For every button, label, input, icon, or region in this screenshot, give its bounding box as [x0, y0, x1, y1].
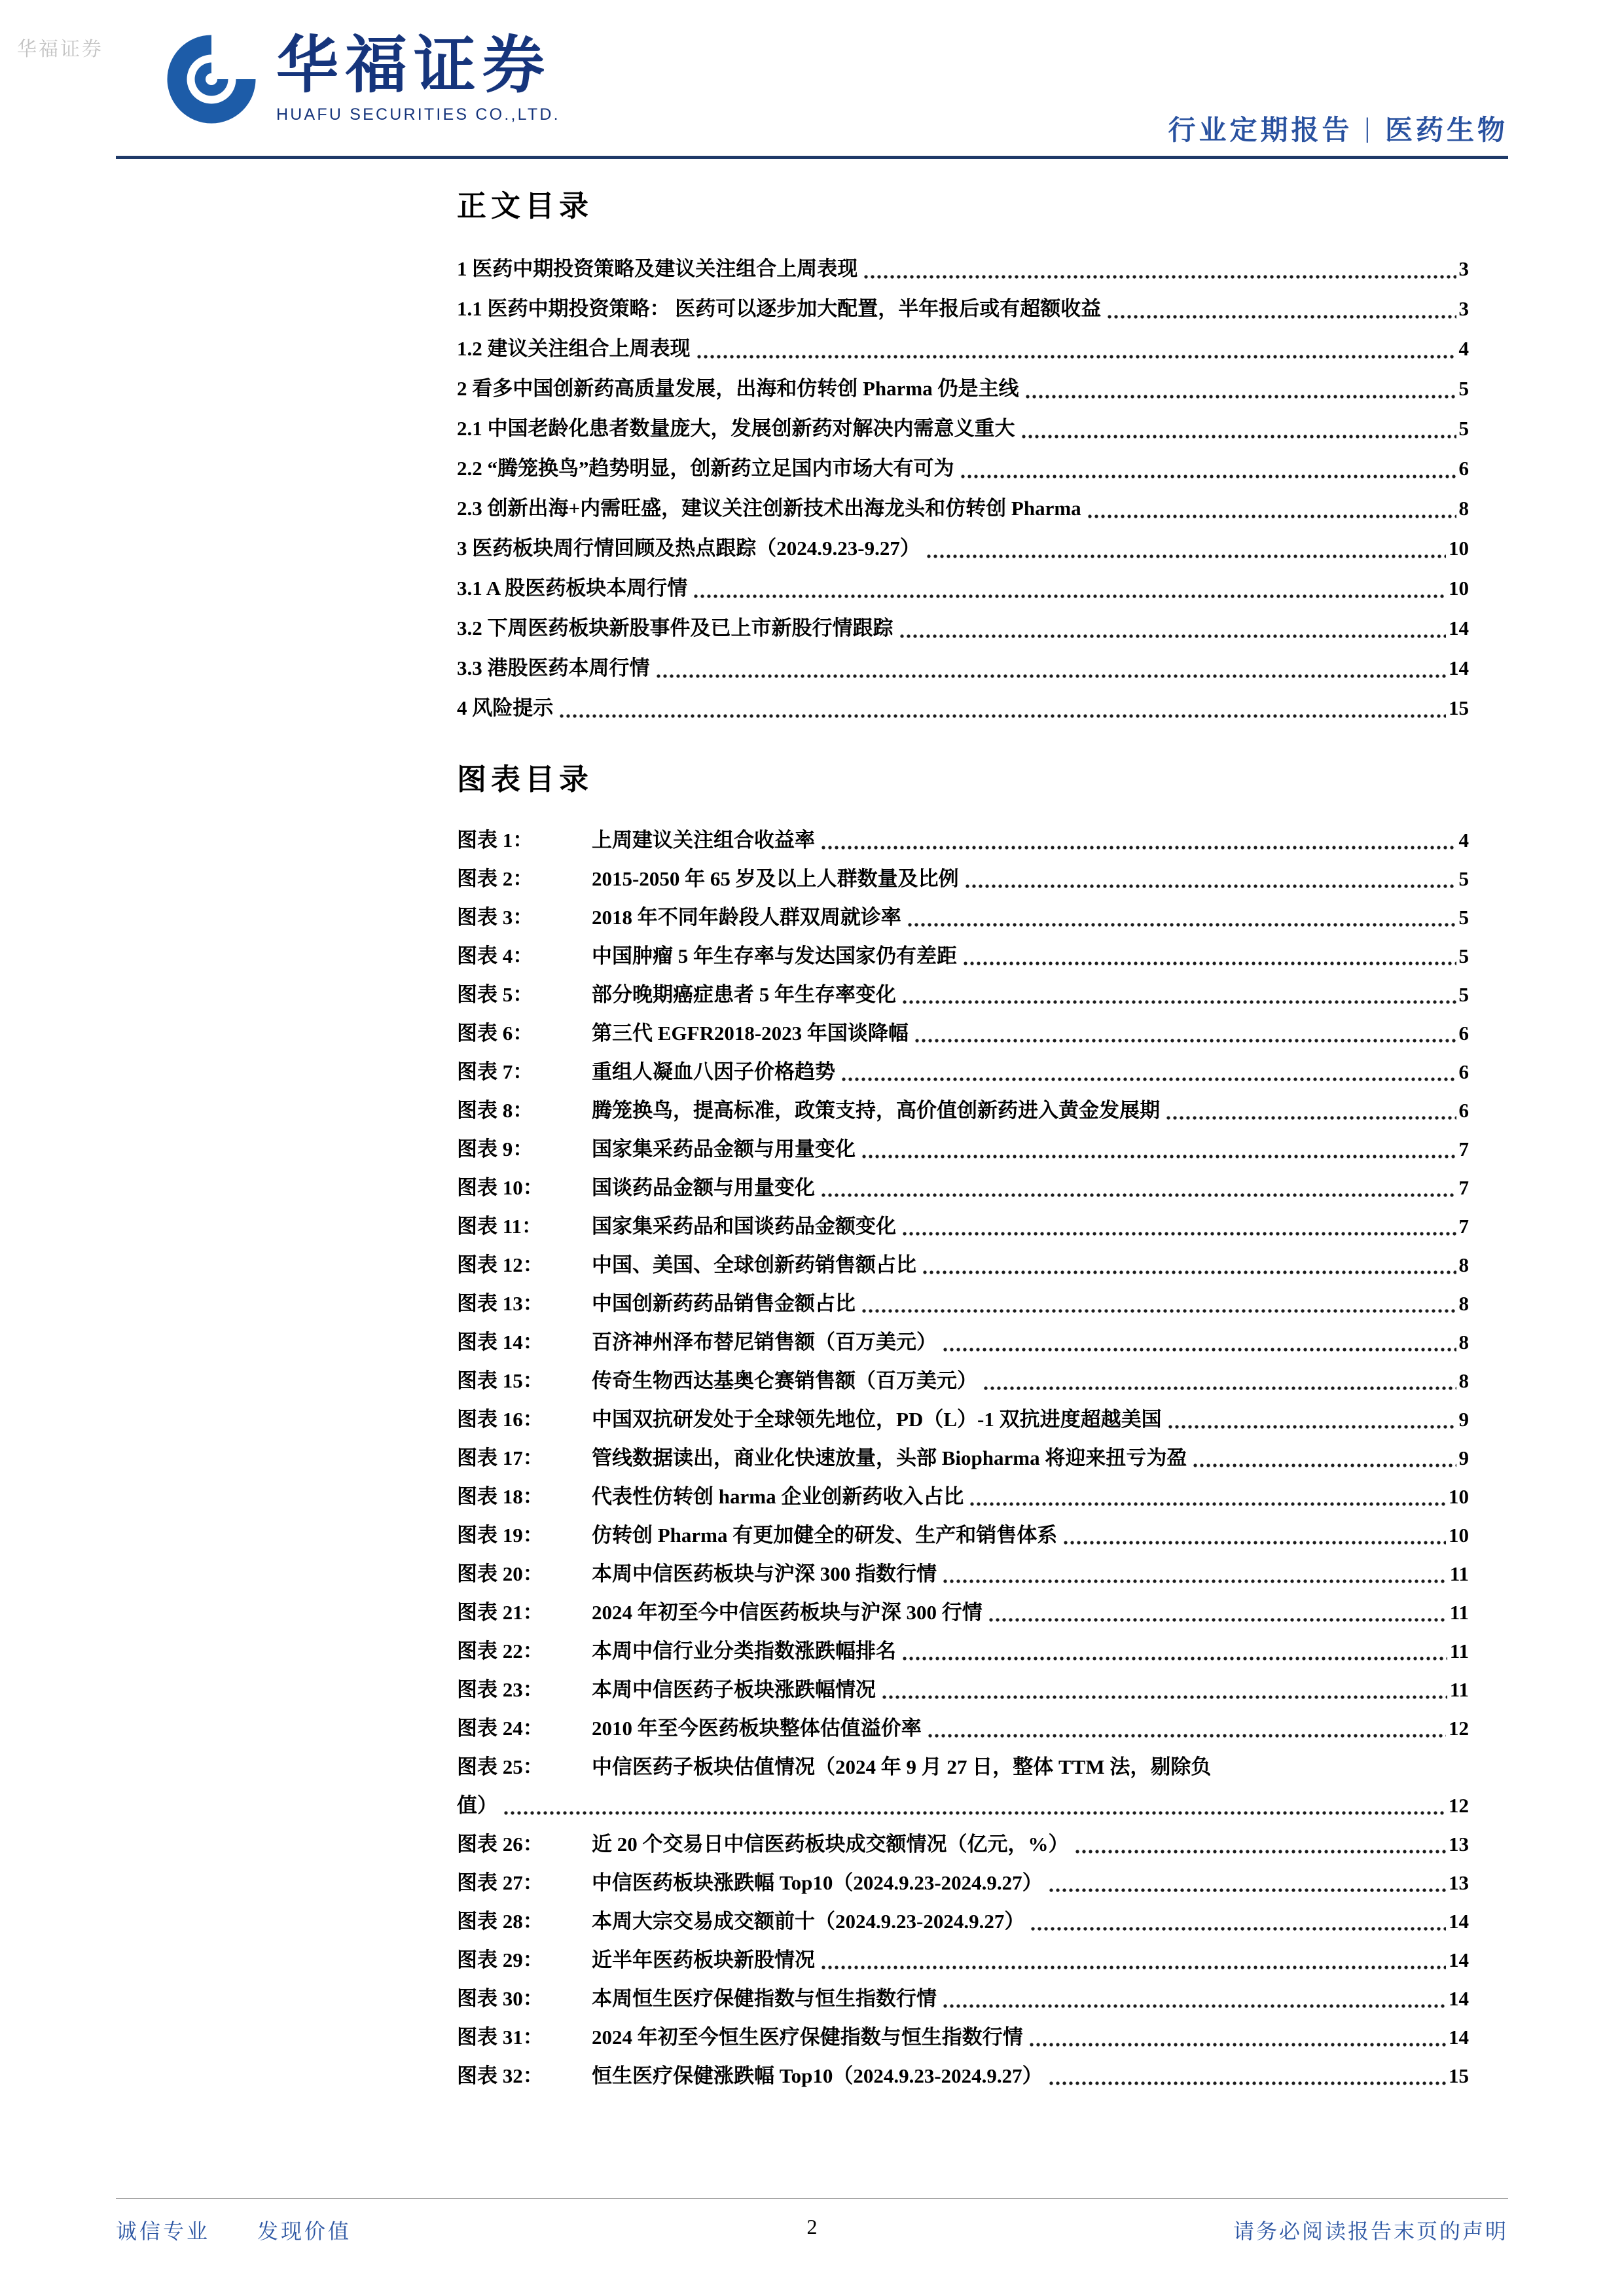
toc-entry[interactable] [457, 249, 1469, 289]
report-category-label: 医药生物 [1384, 116, 1508, 146]
entry-page-number: 14 [1449, 656, 1469, 679]
footer-rule [116, 2198, 1508, 2199]
toc-list [457, 249, 1469, 728]
header-rule [116, 156, 1508, 159]
figure-entry-label: 图表 17： [457, 1446, 543, 1469]
entry-title: 本周恒生医疗保健指数与恒生指数行情 [592, 1987, 937, 2010]
logo-text-block [276, 30, 560, 124]
entry-title: 中国、美国、全球创新药销售额占比 [592, 1253, 916, 1276]
entry-page-number: 7 [1458, 1138, 1469, 1160]
dot-leader [1020, 435, 1456, 439]
entry-title: 2010 年至今医药板块整体估值溢价率 [592, 1717, 922, 1740]
entry-page-number: 6 [1458, 457, 1469, 480]
entry-title: 1.2 建议关注组合上周表现 [457, 337, 691, 360]
entry-page-number: 5 [1458, 983, 1469, 1006]
report-meta [1168, 109, 1508, 148]
entry-page-number: 5 [1458, 417, 1469, 440]
toc-entry[interactable] [457, 648, 1469, 688]
entry-page-number: 9 [1458, 1408, 1469, 1431]
dot-leader [840, 1077, 1456, 1081]
figure-toc-entry[interactable] [457, 2056, 1469, 2095]
figure-toc-entry[interactable] [457, 1632, 1469, 1670]
figure-toc-entry-continuation[interactable] [457, 1786, 1469, 1825]
dot-leader [962, 961, 1456, 965]
toc-entry[interactable] [457, 608, 1469, 648]
dot-leader [914, 1039, 1456, 1043]
dot-leader [988, 1618, 1447, 1622]
entry-title: 代表性仿转创 harma 企业创新药收入占比 [592, 1485, 964, 1508]
entry-title: 第三代 EGFR2018-2023 年国谈降幅 [592, 1022, 909, 1045]
dot-leader [1048, 2081, 1446, 2085]
figure-toc-entry[interactable] [457, 1593, 1469, 1632]
figure-entry-label: 图表 31： [457, 2026, 543, 2049]
entry-title: 1.1 医药中期投资策略： 医药可以逐步加大配置，半年报后或有超额收益 [457, 297, 1102, 320]
toc-entry[interactable] [457, 568, 1469, 608]
entry-page-number: 8 [1458, 1331, 1469, 1354]
dot-leader [1167, 1425, 1456, 1429]
figure-toc-entry[interactable] [457, 859, 1469, 898]
entry-title: 本周大宗交易成交额前十（2024.9.23-2024.9.27） [592, 1910, 1025, 1933]
dot-leader [820, 1193, 1456, 1197]
dot-leader [942, 1348, 1456, 1352]
toc-entry[interactable] [457, 289, 1469, 329]
entry-page-number: 5 [1458, 867, 1469, 890]
figure-entry-label: 图表 27： [457, 1871, 543, 1894]
entry-title: 3 医药板块周行情回顾及热点跟踪（2024.9.23-9.27） [457, 537, 920, 560]
dot-leader [960, 475, 1456, 478]
figure-toc-entry[interactable] [457, 975, 1469, 1014]
figure-entry-label: 图表 16： [457, 1408, 543, 1431]
toc-entry[interactable] [457, 368, 1469, 408]
entry-page-number: 3 [1458, 297, 1469, 320]
figure-toc-entry[interactable] [457, 1863, 1469, 1902]
footer-slogan: 诚信专业 发现价值 [116, 2219, 352, 2243]
entry-title: 恒生医疗保健涨跌幅 Top10（2024.9.23-2024.9.27） [592, 2064, 1043, 2087]
huafu-logo-icon [162, 30, 261, 128]
figure-entry-label: 图表 14： [457, 1331, 543, 1354]
entry-title: 腾笼换鸟，提高标准，政策支持，高价值创新药进入黄金发展期 [592, 1099, 1160, 1122]
figure-entry-label: 图表 12： [457, 1253, 543, 1276]
figure-entry-label: 图表 7： [457, 1060, 533, 1083]
figure-entry-label: 图表 22： [457, 1640, 543, 1662]
entry-title: 中信医药子板块估值情况（2024 年 9 月 27 日，整体 TTM 法，剔除负 [592, 1755, 1212, 1778]
entry-title: 中国创新药药品销售金额占比 [592, 1292, 856, 1315]
entry-title: 近半年医药板块新股情况 [592, 1948, 815, 1971]
entry-page-number: 11 [1449, 1640, 1469, 1662]
dot-leader [907, 923, 1456, 927]
entry-page-number: 11 [1449, 1678, 1469, 1701]
dot-leader [1087, 514, 1456, 518]
figure-toc-entry[interactable] [457, 1439, 1469, 1477]
entry-title: 国家集采药品金额与用量变化 [592, 1138, 856, 1160]
entry-page-number: 14 [1449, 1948, 1469, 1971]
dot-leader [942, 2004, 1446, 2008]
dot-leader [881, 1695, 1447, 1699]
figure-entry-label: 图表 28： [457, 1910, 543, 1933]
dot-leader [969, 1502, 1446, 1506]
dot-leader [964, 884, 1456, 888]
entry-page-number: 4 [1458, 829, 1469, 852]
entry-page-number: 8 [1458, 1292, 1469, 1315]
entry-title: 2.1 中国老龄化患者数量庞大，发展创新药对解决内需意义重大 [457, 417, 1015, 440]
entry-page-number: 12 [1449, 1717, 1469, 1740]
dot-leader [820, 846, 1456, 850]
entry-page-number: 13 [1449, 1833, 1469, 1856]
figure-toc-entry[interactable] [457, 1323, 1469, 1361]
dot-leader [1106, 315, 1456, 319]
entry-page-number: 5 [1458, 944, 1469, 967]
figure-toc-entry[interactable] [457, 1130, 1469, 1168]
entry-title: 本周中信行业分类指数涨跌幅排名 [592, 1640, 896, 1662]
figure-toc-entry[interactable] [457, 1941, 1469, 1979]
figure-toc-entry[interactable] [457, 1477, 1469, 1516]
dot-leader [820, 1965, 1446, 1969]
figure-toc-entry[interactable] [457, 1902, 1469, 1941]
figure-entry-label: 图表 1： [457, 829, 533, 852]
entry-page-number: 5 [1458, 906, 1469, 929]
report-header [162, 30, 1508, 148]
dot-leader [503, 1811, 1446, 1815]
figure-entry-label: 图表 32： [457, 2064, 543, 2087]
figure-toc-entry[interactable] [457, 821, 1469, 859]
dot-leader [899, 634, 1447, 638]
toc-content [457, 188, 1469, 2095]
entry-page-number: 8 [1458, 497, 1469, 520]
figure-toc-entry[interactable] [457, 2018, 1469, 2056]
entry-title: 国家集采药品和国谈药品金额变化 [592, 1215, 896, 1238]
entry-title: 中国肿瘤 5 年生存率与发达国家仍有差距 [592, 944, 957, 967]
figure-entry-label: 图表 3： [457, 906, 533, 929]
dot-leader [655, 674, 1447, 678]
huafu-logo [162, 30, 560, 128]
figure-toc-entry[interactable] [457, 1979, 1469, 2018]
figure-entry-label: 图表 30： [457, 1987, 543, 2010]
figure-toc-entry[interactable] [457, 1052, 1469, 1091]
figure-toc-entry[interactable] [457, 1246, 1469, 1284]
entry-title: 传奇生物西达基奥仑赛销售额（百万美元） [592, 1369, 977, 1392]
entry-page-number: 9 [1458, 1446, 1469, 1469]
entry-page-number: 13 [1449, 1871, 1469, 1894]
entry-page-number: 15 [1449, 2064, 1469, 2087]
figure-entry-label: 图表 6： [457, 1022, 533, 1045]
toc-entry[interactable] [457, 488, 1469, 528]
entry-title: 国谈药品金额与用量变化 [592, 1176, 815, 1199]
figure-entry-label: 图表 11： [457, 1215, 543, 1238]
dot-leader [1192, 1463, 1456, 1467]
entry-title: 2024 年初至今恒生医疗保健指数与恒生指数行情 [592, 2026, 1023, 2049]
dot-leader [1074, 1850, 1447, 1854]
dot-leader [901, 1657, 1447, 1660]
footer-page-number: 2 [806, 2215, 818, 2238]
entry-page-number: 6 [1458, 1099, 1469, 1122]
figure-entry-label: 图表 13： [457, 1292, 543, 1315]
dot-leader [558, 714, 1446, 718]
entry-title: 3.2 下周医药板块新股事件及已上市新股行情跟踪 [457, 617, 893, 639]
entry-title: 3.1 A 股医药板块本周行情 [457, 577, 688, 600]
dot-leader [1062, 1541, 1446, 1545]
entry-title: 部分晚期癌症患者 5 年生存率变化 [592, 983, 896, 1006]
figure-entry-label: 图表 5： [457, 983, 533, 1006]
dot-leader [1165, 1116, 1456, 1120]
entry-title: 4 风险提示 [457, 696, 554, 719]
entry-page-number: 10 [1449, 1485, 1469, 1508]
dot-leader [922, 1270, 1456, 1274]
dot-leader [863, 275, 1456, 279]
entry-page-number: 6 [1458, 1022, 1469, 1045]
entry-page-number: 8 [1458, 1369, 1469, 1392]
dot-leader [1048, 1888, 1446, 1892]
figure-entry-label: 图表 29： [457, 1948, 543, 1971]
figure-toc-entry[interactable] [457, 937, 1469, 975]
figure-toc-entry[interactable] [457, 1825, 1469, 1863]
logo-company-name-en: HUAFU SECURITIES CO.,LTD. [276, 105, 560, 124]
entry-title: 2.3 创新出海+内需旺盛，建议关注创新技术出海龙头和仿转创 Pharma [457, 497, 1081, 520]
entry-title: 百济神州泽布替尼销售额（百万美元） [592, 1331, 937, 1354]
entry-page-number: 4 [1458, 337, 1469, 360]
figure-toc-entry[interactable] [457, 1207, 1469, 1246]
entry-title: 中信医药板块涨跌幅 Top10（2024.9.23-2024.9.27） [592, 1871, 1043, 1894]
entry-title: 2018 年不同年龄段人群双周就诊率 [592, 906, 901, 929]
entry-title: 2015-2050 年 65 岁及以上人群数量及比例 [592, 867, 959, 890]
entry-title: 值） [457, 1794, 497, 1817]
entry-title: 1 医药中期投资策略及建议关注组合上周表现 [457, 257, 858, 280]
figure-toc-entry[interactable] [457, 1709, 1469, 1748]
dot-leader [901, 1000, 1456, 1004]
entry-page-number: 8 [1458, 1253, 1469, 1276]
entry-page-number: 14 [1449, 617, 1469, 639]
entry-page-number: 10 [1449, 577, 1469, 600]
figure-toc-entry[interactable] [457, 1361, 1469, 1400]
figure-toc-entry[interactable] [457, 1284, 1469, 1323]
entry-page-number: 7 [1458, 1176, 1469, 1199]
footer-disclaimer: 请务必阅读报告末页的声明 [1233, 2219, 1508, 2243]
figure-entry-label: 图表 23： [457, 1678, 543, 1701]
entry-title: 管线数据读出，商业化快速放量，头部 Biopharma 将迎来扭亏为盈 [592, 1446, 1187, 1469]
entry-page-number: 10 [1449, 537, 1469, 560]
figure-toc-list [457, 821, 1469, 2095]
entry-title: 上周建议关注组合收益率 [592, 829, 815, 852]
dot-leader [861, 1309, 1456, 1313]
figure-toc-entry[interactable] [457, 1168, 1469, 1207]
figure-entry-label: 图表 26： [457, 1833, 543, 1856]
entry-page-number: 14 [1449, 1910, 1469, 1933]
toc-entry[interactable] [457, 688, 1469, 728]
dot-leader [942, 1579, 1447, 1583]
dot-leader [696, 355, 1456, 359]
figure-entry-label: 图表 20： [457, 1562, 543, 1585]
corner-watermark: 华福证券 [17, 39, 103, 60]
toc-title: 正文目录 [457, 190, 594, 223]
entry-page-number: 6 [1458, 1060, 1469, 1083]
entry-title: 重组人凝血八因子价格趋势 [592, 1060, 835, 1083]
entry-title: 2.2 “腾笼换鸟”趋势明显，创新药立足国内市场大有可为 [457, 457, 954, 480]
entry-page-number: 11 [1449, 1562, 1469, 1585]
figure-entry-label: 图表 18： [457, 1485, 543, 1508]
entry-page-number: 14 [1449, 2026, 1469, 2049]
entry-title: 2024 年初至今中信医药板块与沪深 300 行情 [592, 1601, 983, 1624]
entry-page-number: 3 [1458, 257, 1469, 280]
entry-page-number: 14 [1449, 1987, 1469, 2010]
logo-company-name: 华福证券 [276, 30, 552, 100]
entry-page-number: 15 [1449, 696, 1469, 719]
figure-toc-entry[interactable] [457, 1014, 1469, 1052]
figure-entry-label: 图表 8： [457, 1099, 533, 1122]
entry-title: 本周中信医药子板块涨跌幅情况 [592, 1678, 876, 1701]
figure-entry-label: 图表 9： [457, 1138, 533, 1160]
figure-toc-entry[interactable] [457, 1400, 1469, 1439]
figure-entry-label: 图表 21： [457, 1601, 543, 1624]
dot-leader [861, 1155, 1456, 1158]
figure-entry-label: 图表 25： [457, 1755, 543, 1778]
figure-entry-label: 图表 24： [457, 1717, 543, 1740]
entry-page-number: 7 [1458, 1215, 1469, 1238]
dot-leader [1024, 395, 1456, 399]
dot-leader [1028, 2043, 1446, 2047]
figures-title: 图表目录 [457, 763, 594, 796]
figure-entry-label: 图表 2： [457, 867, 533, 890]
entry-title: 3.3 港股医药本周行情 [457, 656, 650, 679]
entry-title: 本周中信医药板块与沪深 300 指数行情 [592, 1562, 937, 1585]
toc-entry[interactable] [457, 329, 1469, 368]
entry-page-number: 12 [1449, 1794, 1469, 1817]
entry-title: 仿转创 Pharma 有更加健全的研发、生产和销售体系 [592, 1524, 1058, 1547]
meta-divider: | [1364, 113, 1373, 143]
figure-toc-entry[interactable] [457, 1516, 1469, 1554]
entry-title: 近 20 个交易日中信医药板块成交额情况（亿元，%） [592, 1833, 1069, 1856]
report-type-label: 行业定期报告 [1168, 116, 1353, 146]
entry-page-number: 10 [1449, 1524, 1469, 1547]
dot-leader [1030, 1927, 1446, 1931]
dot-leader [693, 594, 1446, 598]
toc-entry[interactable] [457, 408, 1469, 448]
figure-entry-label: 图表 4： [457, 944, 533, 967]
entry-title: 中国双抗研发处于全球领先地位，PD（L）-1 双抗进度超越美国 [592, 1408, 1162, 1431]
figure-entry-label: 图表 19： [457, 1524, 543, 1547]
figure-toc-entry[interactable] [457, 898, 1469, 937]
entry-title: 2 看多中国创新药高质量发展，出海和仿转创 Pharma 仍是主线 [457, 377, 1019, 400]
figure-entry-label: 图表 10： [457, 1176, 543, 1199]
toc-entry[interactable] [457, 448, 1469, 488]
toc-entry[interactable] [457, 528, 1469, 568]
entry-page-number: 5 [1458, 377, 1469, 400]
dot-leader [927, 1734, 1446, 1738]
figure-toc-entry[interactable] [457, 1748, 1469, 1786]
figure-toc-entry[interactable] [457, 1091, 1469, 1130]
figure-toc-entry[interactable] [457, 1670, 1469, 1709]
dot-leader [983, 1386, 1456, 1390]
dot-leader [926, 554, 1446, 558]
entry-page-number: 11 [1449, 1601, 1469, 1624]
figure-toc-entry[interactable] [457, 1554, 1469, 1593]
dot-leader [901, 1232, 1456, 1236]
figure-entry-label: 图表 15： [457, 1369, 543, 1392]
